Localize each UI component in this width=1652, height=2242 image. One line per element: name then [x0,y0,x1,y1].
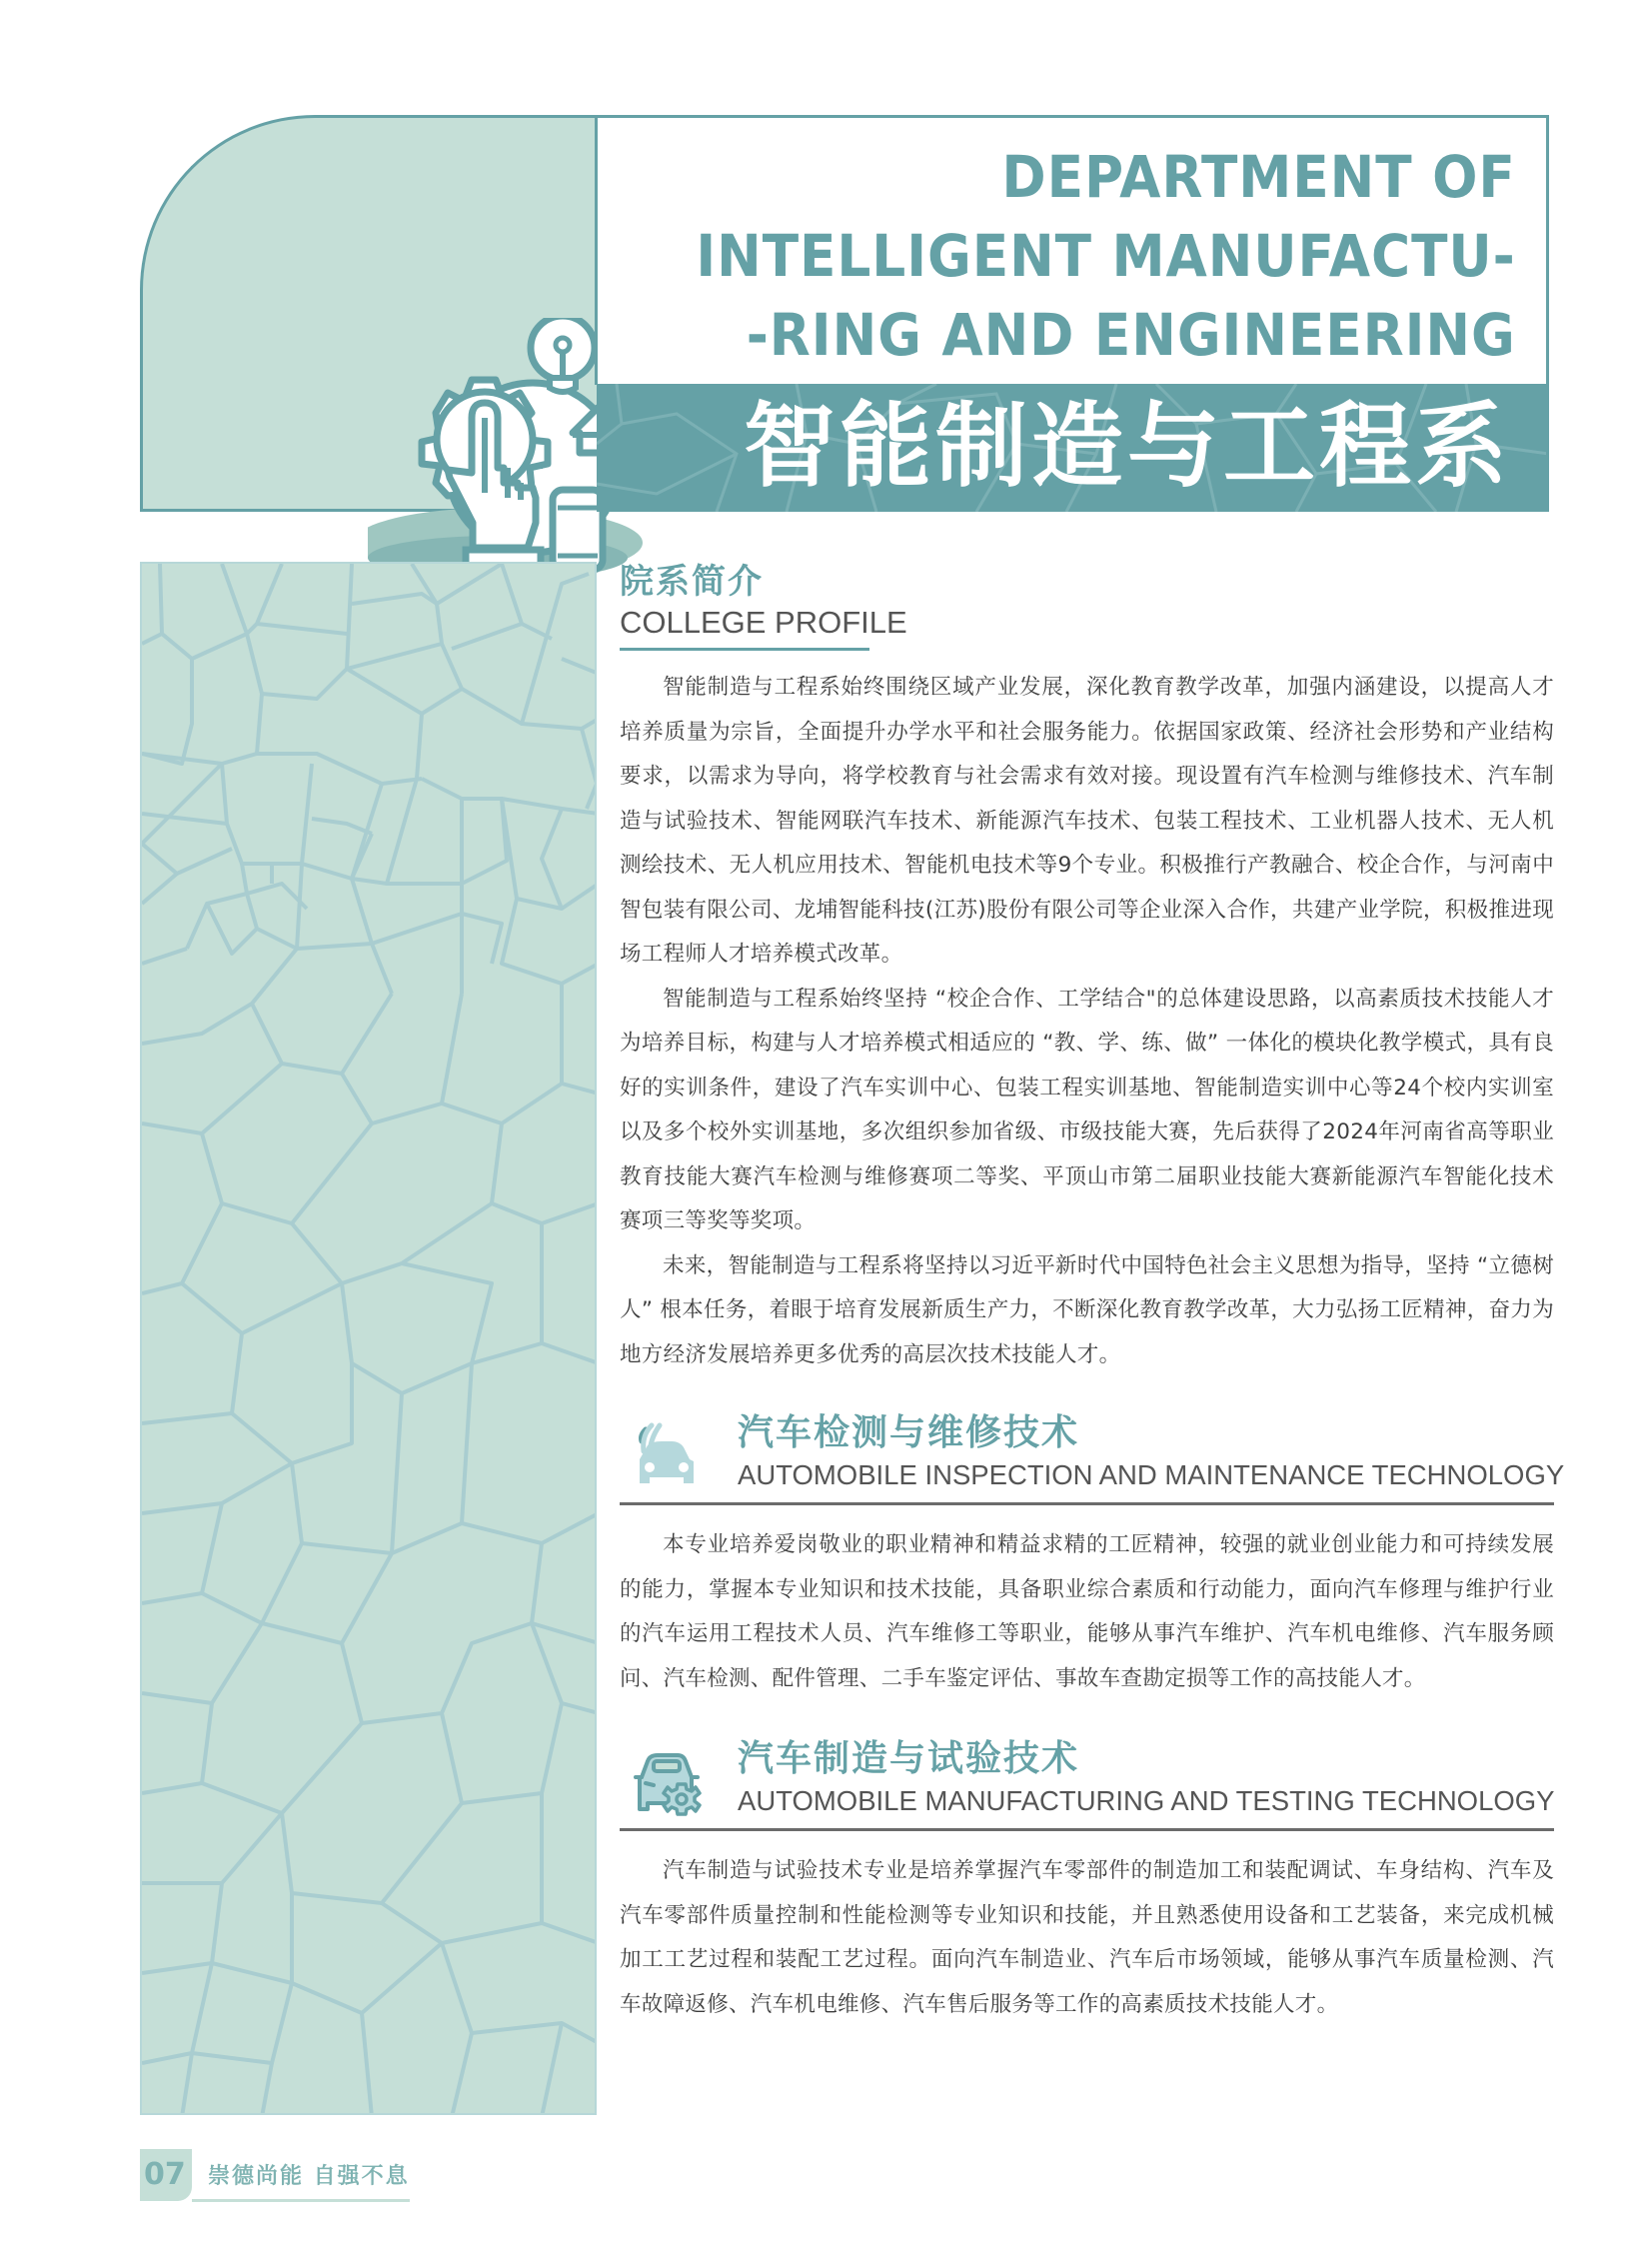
major-description: 本专业培养爱岗敬业的职业精神和精益求精的工匠精神，较强的就业创业能力和可持续发展的能力，掌握本专业知识和技术技能，具备职业综合素质和行动能力，面向汽车修理与维护行业的汽车运用工程技术人员、汽车维修工等职业，能够从事汽车维护、汽车机电维修、汽车服务顾问、汽车检测、配件管理、二手车鉴定评估、事故车查勘定损等工作的高技能人才。 [620,1532,1554,1691]
department-title-cn: 智能制造与工程系 [743,393,1511,500]
major-title-en: AUTOMOBILE INSPECTION AND MAINTENANCE TECHNOLOGY [738,1459,1565,1490]
department-title-en [697,138,1516,375]
hero-title-box [595,115,1549,385]
footer-divider [192,2199,410,2202]
major-header [620,1729,1554,1829]
major-title-en: AUTOMOBILE MANUFACTURING AND TESTING TECHNOLOGY [738,1785,1555,1816]
section-title-en: COLLEGE PROFILE [620,605,907,640]
major-title-cn: 汽车制造与试验技术 [738,1738,1080,1779]
college-profile-section [620,560,1554,1377]
profile-paragraph-3: 未来，智能制造与工程系将坚持以习近平新时代中国特色社会主义思想为指导，坚持 “立德树人” 根本任务，着眼于培育发展新质生产力，不断深化教育教学改革，大力弘扬工匠精神，奋力为地方经济发展培养更多优秀的高层次技术技能人才。 [620,1252,1554,1367]
crackle-pattern-decor [142,564,597,2115]
major-section-inspection [620,1403,1565,1701]
major-title-cn: 汽车检测与维修技术 [738,1412,1080,1453]
page-number-badge [140,2149,192,2201]
page-footer [140,2149,410,2203]
page-number: 07 [144,2157,186,2192]
title-en-line-1: DEPARTMENT OF [1001,143,1516,211]
title-en-line-2: INTELLIGENT MANUFACTU- [696,222,1516,290]
section-divider [620,648,869,651]
title-en-line-3: -RING AND ENGINEERING [747,301,1516,369]
car-signal-icon [632,1421,702,1491]
profile-paragraph-1: 智能制造与工程系始终围绕区域产业发展，深化教育教学改革，加强内涵建设，以提高人才培养质量为宗旨，全面提升办学水平和社会服务能力。依据国家政策、经济社会形势和产业结构要求，以需求为导向，将学校教育与社会需求有效对接。现设置有汽车检测与维修技术、汽车制造与试验技术、智能网联汽车技术、新能源汽车技术、包装工程技术、工业机器人技术、无人机测绘技术、无人机应用技术、智能机电技术等9个专业。积极推行产教融合、校企合作，与河南中智包装有限公司、龙埔智能科技(江苏)股份有限公司等企业深入合作，共建产业学院，积极推进现场工程师人才培养模式改革。 [620,675,1554,967]
major-divider [620,1828,1554,1831]
major-divider [620,1502,1554,1505]
main-content [620,560,1565,2027]
major-header [620,1403,1565,1503]
major-section-manufacturing [620,1729,1554,2027]
section-title-cn: 院系简介 [620,562,764,602]
major-description: 汽车制造与试验技术专业是培养掌握汽车零部件的制造加工和装配调试、车身结构、汽车及汽车零部件质量控制和性能检测等专业知识和技能，并且熟悉使用设备和工艺装备，来完成机械加工工艺过程和装配工艺过程。面向汽车制造业、汽车后市场领域，能够从事汽车质量检测、汽车故障返修、汽车机电维修、汽车售后服务等工作的高素质技术技能人才。 [620,1858,1554,2017]
profile-paragraph-2: 智能制造与工程系始终坚持 “校企合作、工学结合"的总体建设思路，以高素质技术技能人才为培养目标，构建与人才培养模式相适应的 “教、学、练、做” 一体化的模块化教学模式，具有良好的实训条件，建设了汽车实训中心、包装工程实训基地、智能制造实训中心等24个校内实训室以及多个校外实训基地，多次组织参加省级、市级技能大赛，先后获得了2024年河南省高等职业教育技能大赛汽车检测与维修赛项二等奖、平顶山市第二届职业技能大赛新能源汽车智能化技术赛项三等奖等奖项。 [620,986,1554,1233]
decorative-pattern-panel [140,562,597,2115]
hero-icon-panel [140,115,597,512]
school-motto: 崇德尚能 自强不息 [208,2164,410,2189]
car-gear-icon [632,1747,702,1817]
hero-title-band [597,384,1549,512]
